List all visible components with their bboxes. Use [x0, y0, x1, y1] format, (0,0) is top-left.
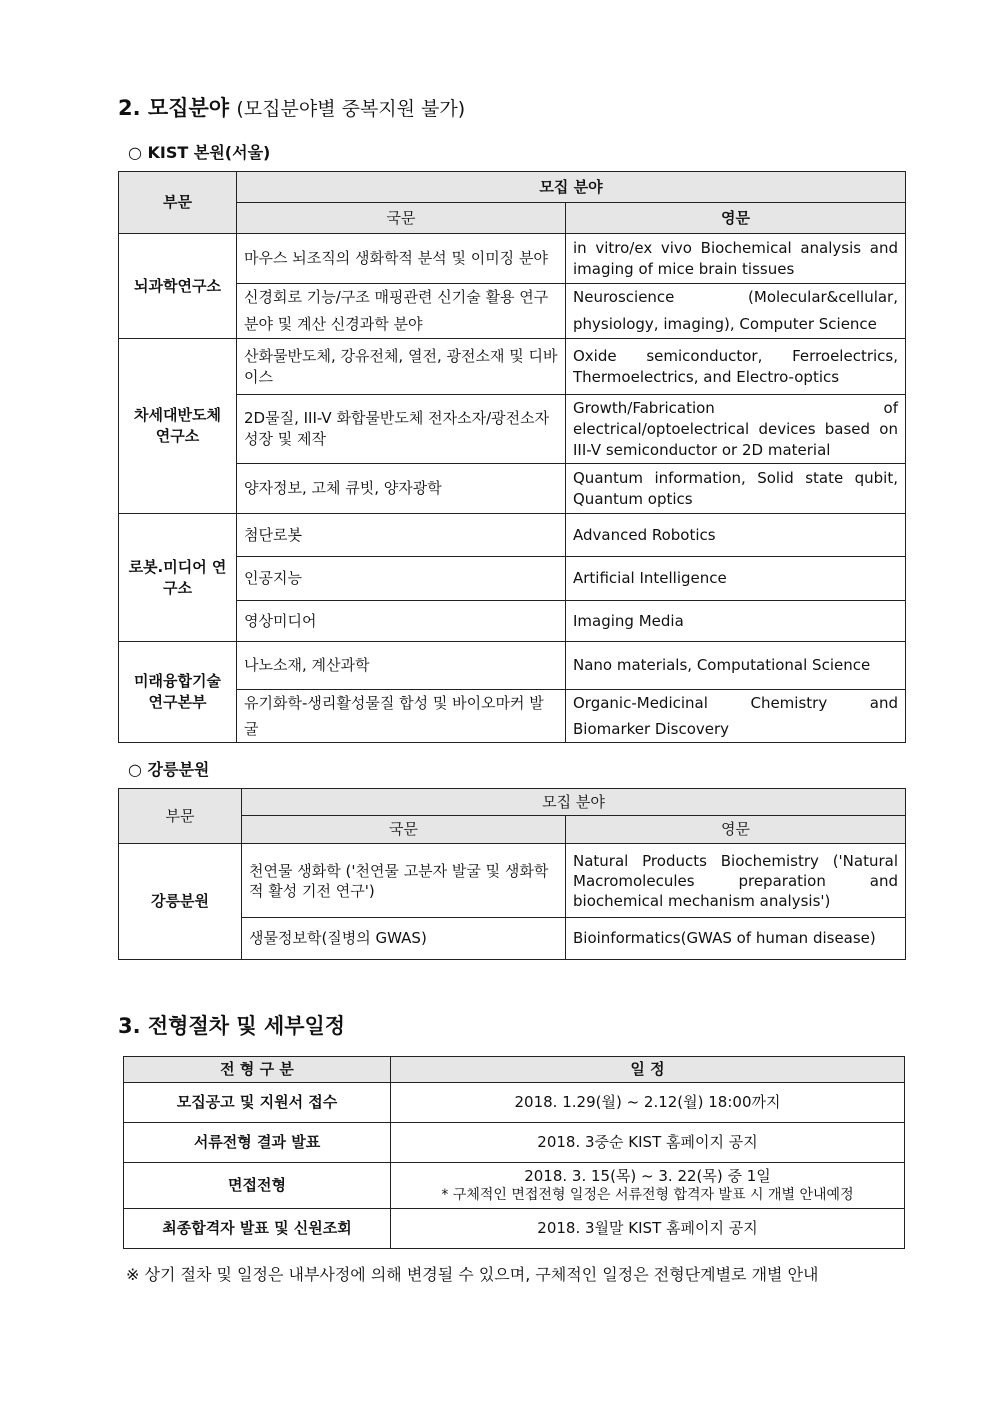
- header-en: 영문: [566, 816, 906, 844]
- field-en: Advanced Robotics: [566, 514, 906, 557]
- header-field: 모집 분야: [237, 172, 906, 203]
- header-kr: 국문: [242, 816, 566, 844]
- field-kr: 산화물반도체, 강유전체, 열전, 광전소재 및 디바이스: [237, 339, 566, 395]
- field-en: Growth/Fabrication of electrical/optoelectrical devices based on III-V semiconductor or 2D material: [566, 395, 906, 464]
- table-row: [119, 464, 906, 514]
- footnote: ※ 상기 절차 및 일정은 내부사정에 의해 변경될 수 있으며, 구체적인 일정은 전형단계별로 개별 안내: [126, 1265, 819, 1284]
- schedule-cell: 2018. 3월말 KIST 홈페이지 공지: [391, 1209, 905, 1249]
- dept-cell: 로봇.미디어 연구소: [119, 514, 237, 642]
- field-kr: 인공지능: [237, 557, 566, 601]
- field-en: Imaging Media: [566, 601, 906, 642]
- field-en: Bioinformatics(GWAS of human disease): [566, 918, 906, 960]
- table-header-row: [119, 172, 906, 203]
- field-kr: 첨단로봇: [237, 514, 566, 557]
- seoul-field-table: [118, 171, 906, 743]
- section-note: (모집분야별 중복지원 불가): [236, 98, 466, 120]
- table-row: [124, 1209, 905, 1249]
- field-en: Nano materials, Computational Science: [566, 642, 906, 690]
- table-row: [119, 844, 906, 918]
- field-en: Neuroscience (Molecular&cellular, physiology, imaging), Computer Science: [566, 284, 906, 339]
- step-cell: 면접전형: [124, 1163, 391, 1209]
- field-en: Oxide semiconductor, Ferroelectrics, Thermoelectrics, and Electro-optics: [566, 339, 906, 395]
- section-title: 모집분야: [147, 96, 230, 120]
- table-row: [119, 690, 906, 743]
- header-kr: 국문: [237, 203, 566, 234]
- schedule-cell: 2018. 1.29(월) ~ 2.12(월) 18:00까지: [391, 1083, 905, 1123]
- table-header-row: [119, 203, 906, 234]
- field-kr: 마우스 뇌조직의 생화학적 분석 및 이미징 분야: [237, 234, 566, 284]
- step-cell: 서류전형 결과 발표: [124, 1123, 391, 1163]
- seoul-heading: ○ KIST 본원(서울): [128, 143, 271, 162]
- schedule-main: 2018. 3. 15(목) ~ 3. 22(목) 중 1일: [524, 1166, 771, 1185]
- field-en: Organic-Medicinal Chemistry and Biomarker Discovery: [566, 690, 906, 743]
- table-header-row: [119, 789, 906, 816]
- section-number: 2.: [118, 96, 141, 120]
- header-schedule: 일 정: [391, 1057, 905, 1083]
- field-kr: 신경회로 기능/구조 매핑관련 신기술 활용 연구 분야 및 계산 신경과학 분야: [237, 284, 566, 339]
- dept-cell: 차세대반도체 연구소: [119, 339, 237, 514]
- table-row: [119, 514, 906, 557]
- schedule-cell: [391, 1163, 905, 1209]
- table-row: [124, 1083, 905, 1123]
- gangneung-field-table: [118, 788, 906, 960]
- header-step: 전 형 구 분: [124, 1057, 391, 1083]
- header-dept: 부문: [119, 789, 242, 844]
- field-en: Quantum information, Solid state qubit, Quantum optics: [566, 464, 906, 514]
- field-kr: 양자정보, 고체 큐빗, 양자광학: [237, 464, 566, 514]
- field-kr: 영상미디어: [237, 601, 566, 642]
- step-cell: 최종합격자 발표 및 신원조회: [124, 1209, 391, 1249]
- table-row: [119, 339, 906, 395]
- field-kr: 2D물질, III-V 화합물반도체 전자소자/광전소자 성장 및 제작: [237, 395, 566, 464]
- field-kr: 나노소재, 계산과학: [237, 642, 566, 690]
- table-row: [119, 284, 906, 339]
- table-row: [119, 234, 906, 284]
- step-cell: 모집공고 및 지원서 접수: [124, 1083, 391, 1123]
- schedule-detail: * 구체적인 면접전형 일정은 서류전형 합격자 발표 시 개별 안내예정: [441, 1186, 854, 1203]
- field-en: Artificial Intelligence: [566, 557, 906, 601]
- section-3-heading: 3. 전형절차 및 세부일정: [118, 1014, 346, 1038]
- table-row: [119, 601, 906, 642]
- table-row: [119, 642, 906, 690]
- table-row: [124, 1163, 905, 1209]
- section-2-heading: [118, 92, 465, 122]
- field-kr: 천연물 생화학 ('천연물 고분자 발굴 및 생화학적 활성 기전 연구'): [242, 844, 566, 918]
- header-field: 모집 분야: [242, 789, 906, 816]
- table-row: [124, 1123, 905, 1163]
- field-en: in vitro/ex vivo Biochemical analysis and imaging of mice brain tissues: [566, 234, 906, 284]
- field-kr: 생물정보학(질병의 GWAS): [242, 918, 566, 960]
- schedule-table: [123, 1056, 905, 1249]
- field-en: Natural Products Biochemistry ('Natural Macromolecules preparation and biochemical mechanism analysis'): [566, 844, 906, 918]
- field-kr: 유기화학-생리활성물질 합성 및 바이오마커 발굴: [237, 690, 566, 743]
- schedule-cell: 2018. 3중순 KIST 홈페이지 공지: [391, 1123, 905, 1163]
- dept-cell: 강릉분원: [119, 844, 242, 960]
- header-dept: 부문: [119, 172, 237, 234]
- dept-cell: 미래융합기술 연구본부: [119, 642, 237, 743]
- gangneung-heading: ○ 강릉분원: [128, 760, 210, 779]
- table-row: [119, 557, 906, 601]
- table-row: [119, 395, 906, 464]
- header-en: 영문: [566, 203, 906, 234]
- dept-cell: 뇌과학연구소: [119, 234, 237, 339]
- table-header-row: [124, 1057, 905, 1083]
